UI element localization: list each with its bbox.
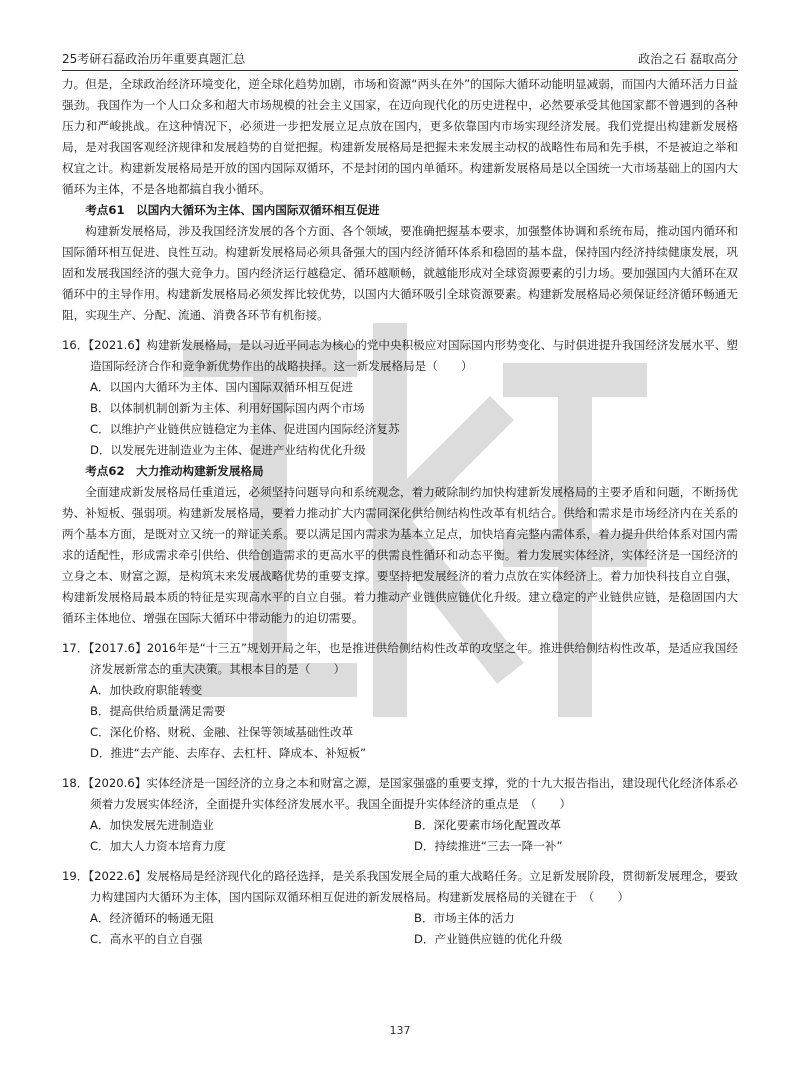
header-title: 25考研石磊政治历年重要真题汇总	[62, 52, 246, 66]
question-stem: 16．【2021.6】构建新发展格局，是以习近平同志为核心的党中央积极应对国际国内形势变化、与时俱进提升我国经济发展水平、塑造国际经济合作和竞争新优势作出的战略抉择。这一新发展格局是（ ）	[62, 338, 738, 373]
question-18	[62, 773, 738, 857]
option-c: C．高水平的自立自强	[90, 932, 203, 946]
option-c: C．加大人力资本培育力度	[90, 839, 226, 853]
option-d: D．以发展先进制造业为主体、促进产业结构优化升级	[90, 443, 366, 457]
option-a: A．经济循环的畅通无阻	[90, 911, 214, 925]
option-d: D．持续推进“三去一降一补”	[414, 839, 563, 853]
kaodian-61-paragraph: 构建新发展格局，涉及我国经济发展的各个方面、各个领域，要准确把握基本要求，加强整体协调和系统布局，推动国内循环和国际循环相互促进、良性互动。构建新发展格局必须具备强大的国内经济循环体系和稳固的基本盘，保持国内经济持续健康发展，巩固和发展我国经济的强大竞争力。国内经济运行越稳定、循环越顺畅，就越能形成对全球资源要素的引力场。要加强国内大循环在双循环中的主导作用。构建新发展格局必须发挥比较优势，以国内大循环吸引全球资源要素。构建新发展格局必须保证经济循环畅通无阻，实现生产、分配、流通、消费各环节有机衔接。	[62, 224, 738, 322]
option-a: A．加快发展先进制造业	[90, 818, 214, 832]
question-stem: 17．【2017.6】2016年是“十三五”规划开局之年，也是推进供给侧结构性改革的攻坚之年。推进供给侧结构性改革，是适应我国经济发展新常态的重大决策。其根本目的是（ ）	[62, 641, 738, 676]
page-header	[62, 48, 738, 68]
option-a: A．加快政府职能转变	[90, 683, 203, 697]
question-stem: 19．【2022.6】发展格局是经济现代化的路径选择，是关系我国发展全局的重大战略任务。立足新发展阶段，贯彻新发展理念，要致力构建国内大循环为主体，国内国际双循环相互促进的新发展格局。构建新发展格局的关键在于 （ ）	[62, 869, 738, 904]
question-19	[62, 866, 738, 950]
question-stem: 18．【2020.6】实体经济是一国经济的立身之本和财富之源，是国家强盛的重要支撑，党的十九大报告指出，建设现代化经济体系必须着力发展实体经济，全面提升实体经济发展水平。我国全面提升实体经济的重点是 （ ）	[62, 776, 738, 811]
header-divider	[62, 70, 738, 71]
option-b: B．深化要素市场化配置改革	[414, 818, 562, 832]
option-c: C．深化价格、财税、金融、社保等领域基础性改革	[90, 725, 354, 739]
option-b: B．市场主体的活力	[414, 911, 515, 925]
intro-paragraph: 力。但是，全球政治经济环境变化，逆全球化趋势加剧，市场和资源“两头在外”的国际大循环动能明显减弱，而国内大循环活力日益强劲。我国作为一个人口众多和超大市场规模的社会主义国家，在迈向现代化的历史进程中，必然要承受其他国家都不曾遇到的各种压力和严峻挑战。在这种情况下，必须进一步把发展立足点放在国内，更多依靠国内市场实现经济发展。我们党提出构建新发展格局，是对我国客观经济规律和发展趋势的自觉把握。构建新发展格局是把握未来发展主动权的战略性布局和先手棋，不是被迫之举和权宜之计。构建新发展格局是开放的国内国际双循环，不是封闭的国内单循环。构建新发展格局是以全国统一大市场基础上的国内大循环为主体，不是各地都搞自我小循环。	[62, 77, 738, 196]
option-d: D．产业链供应链的优化升级	[414, 932, 563, 946]
option-b: B．以体制机制创新为主体、利用好国际国内两个市场	[90, 401, 365, 415]
option-a: A．以国内大循环为主体、国内国际双循环相互促进	[90, 380, 353, 394]
kaodian-62-heading: 考点62 大力推动构建新发展格局	[85, 464, 264, 478]
question-17	[62, 638, 738, 764]
kaodian-61-heading: 考点61 以国内大循环为主体、国内国际双循环相互促进	[85, 203, 380, 217]
option-d: D．推进“去产能、去库存、去杠杆、降成本、补短板”	[90, 746, 367, 760]
page-number: 137	[389, 1024, 411, 1037]
question-16	[62, 335, 738, 461]
kaodian-62-paragraph: 全面建成新发展格局任重道远，必须坚持问题导向和系统观念，着力破除制约加快构建新发展格局的主要矛盾和问题，不断扬优势、补短板、强弱项。构建新发展格局，要着力推动扩大内需同深化供给侧结构性改革有机结合。供给和需求是市场经济内在关系的两个基本方面，是既对立又统一的辩证关系。要以满足国内需求为基本立足点，加快培育完整内需体系，着力提升供给体系对国内需求的适配性，形成需求牵引供给、供给创造需求的更高水平的供需良性循环和动态平衡。着力发展实体经济，实体经济是一国经济的立身之本、财富之源，是构筑未来发展战略优势的重要支撑。要坚持把发展经济的着力点放在实体经济上。着力加快科技自立自强，构建新发展格局最本质的特征是实现高水平的自立自强。着力推动产业链供应链优化升级。建立稳定的产业链供应链，是稳固国内大循环主体地位、增强在国际大循环中带动能力的迫切需要。	[62, 485, 738, 625]
option-c: C．以维护产业链供应链稳定为主体、促进国内国际经济复苏	[90, 422, 400, 436]
header-slogan: 政治之石 磊取高分	[638, 52, 738, 66]
option-b: B．提高供给质量满足需要	[90, 704, 226, 718]
page-content	[62, 74, 738, 950]
